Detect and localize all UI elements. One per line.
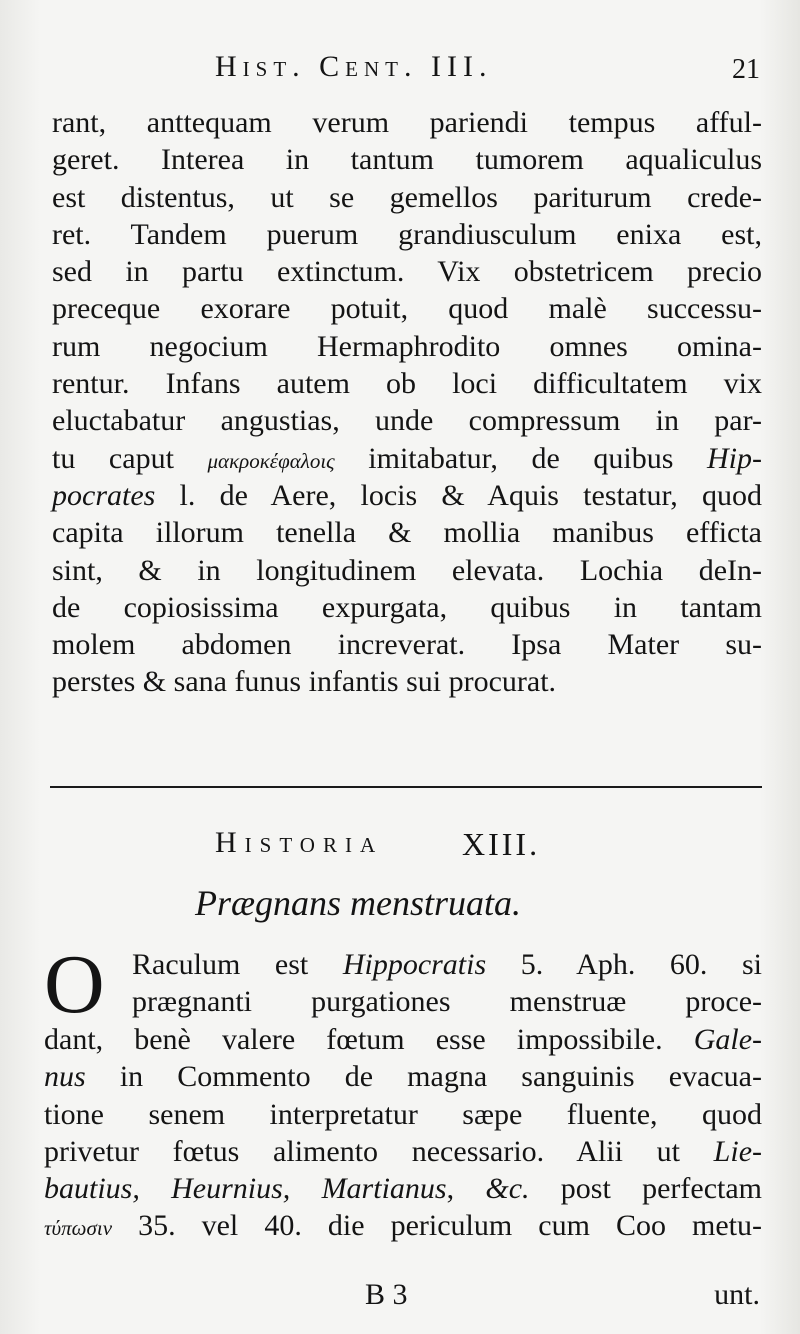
text-segment: in Commento de magna sanguinis evacua-	[85, 1060, 762, 1094]
text-line: perstes & sana funus infantis sui procurat.	[52, 665, 557, 699]
text-line	[44, 1207, 762, 1244]
text-line	[44, 1021, 762, 1058]
text-line: prægnanti purgationes menstruæ proce-	[132, 985, 762, 1019]
section-label: Historia	[215, 826, 384, 859]
text-segment: ,	[446, 1172, 486, 1206]
lower-paragraph	[44, 1021, 762, 1245]
text-line	[44, 1058, 762, 1095]
text-line: de copiosissima expurgata, quibus in tantam	[52, 590, 762, 624]
text-line: tione senem interpretatur sæpe fluente, quod	[44, 1097, 762, 1131]
text-line: geret. Interea in tantum tumorem aqualiculus	[52, 143, 762, 177]
page-footer	[0, 1278, 800, 1318]
text-segment: imitabatur, de quibus	[334, 441, 707, 475]
text-segment: 5. Aph. 60. si	[486, 948, 762, 981]
text-segment: l. de Aere, locis & Aquis testatur, quod	[155, 478, 762, 512]
section-number: XIII.	[462, 826, 541, 862]
text-line: rentur. Infans autem ob loci difficultatem vix	[52, 367, 762, 401]
greek-word: μακροκέφαλοις	[207, 448, 335, 473]
author-name: Gale-	[693, 1023, 762, 1056]
text-line	[52, 440, 762, 477]
text-line: ret. Tandem puerum grandiusculum enixa est,	[52, 217, 762, 251]
text-segment: tu caput	[52, 441, 208, 475]
text-segment: privetur fœtus alimento necessario. Alii ut	[44, 1134, 714, 1168]
text-line	[132, 946, 762, 983]
catchword: unt.	[714, 1278, 760, 1311]
text-segment: Raculum est	[132, 948, 343, 981]
author-name: Lie-	[713, 1134, 762, 1168]
signature-mark: B 3	[365, 1278, 408, 1311]
text-segment: dant, benè valere fœtum esse impossibile.	[44, 1023, 694, 1056]
page-number: 21	[732, 54, 760, 85]
section-divider	[50, 786, 762, 788]
running-title: Hist. Cent. III.	[215, 50, 493, 83]
text-line: est distentus, ut se gemellos pariturum crede-	[52, 180, 762, 214]
drop-cap: O	[44, 938, 105, 1031]
section-title: Prægnans menstruata.	[195, 883, 522, 923]
lower-paragraph-indented	[132, 946, 762, 1021]
text-line: molem abdomen increverat. Ipsa Mater su-	[52, 628, 762, 662]
greek-word: τύπωσιν	[44, 1216, 113, 1241]
author-name: Hip-	[707, 441, 762, 475]
upper-paragraph	[52, 104, 762, 701]
text-segment: post perfectam	[529, 1172, 762, 1206]
section-heading	[0, 826, 800, 866]
text-line: capita illorum tenella & mollia manibus efficta	[52, 516, 762, 550]
author-name: nus	[44, 1060, 86, 1094]
text-segment: 35. vel 40. die periculum cum Coo metu-	[112, 1209, 762, 1243]
author-name: Hippocratis	[342, 948, 487, 981]
text-line: rum negocium Hermaphrodito omnes omina-	[52, 329, 762, 363]
text-line	[44, 1170, 762, 1207]
text-line: sint, & in longitudinem elevata. Lochia deIn-	[52, 553, 762, 587]
author-names: bautius, Heurnius, Martianus	[44, 1172, 447, 1206]
text-line: sed in partu extinctum. Vix obstetricem precio	[52, 255, 762, 289]
etc-abbrev: &c.	[485, 1172, 530, 1206]
text-line: preceque exorare potuit, quod malè successu-	[52, 292, 762, 326]
text-line: rant, anttequam verum pariendi tempus afful-	[52, 106, 762, 139]
text-line	[44, 1133, 762, 1170]
text-line	[52, 477, 762, 514]
running-head	[0, 50, 800, 94]
author-name: pocrates	[52, 478, 156, 512]
text-line: eluctabatur angustias, unde compressum in par-	[52, 404, 762, 438]
